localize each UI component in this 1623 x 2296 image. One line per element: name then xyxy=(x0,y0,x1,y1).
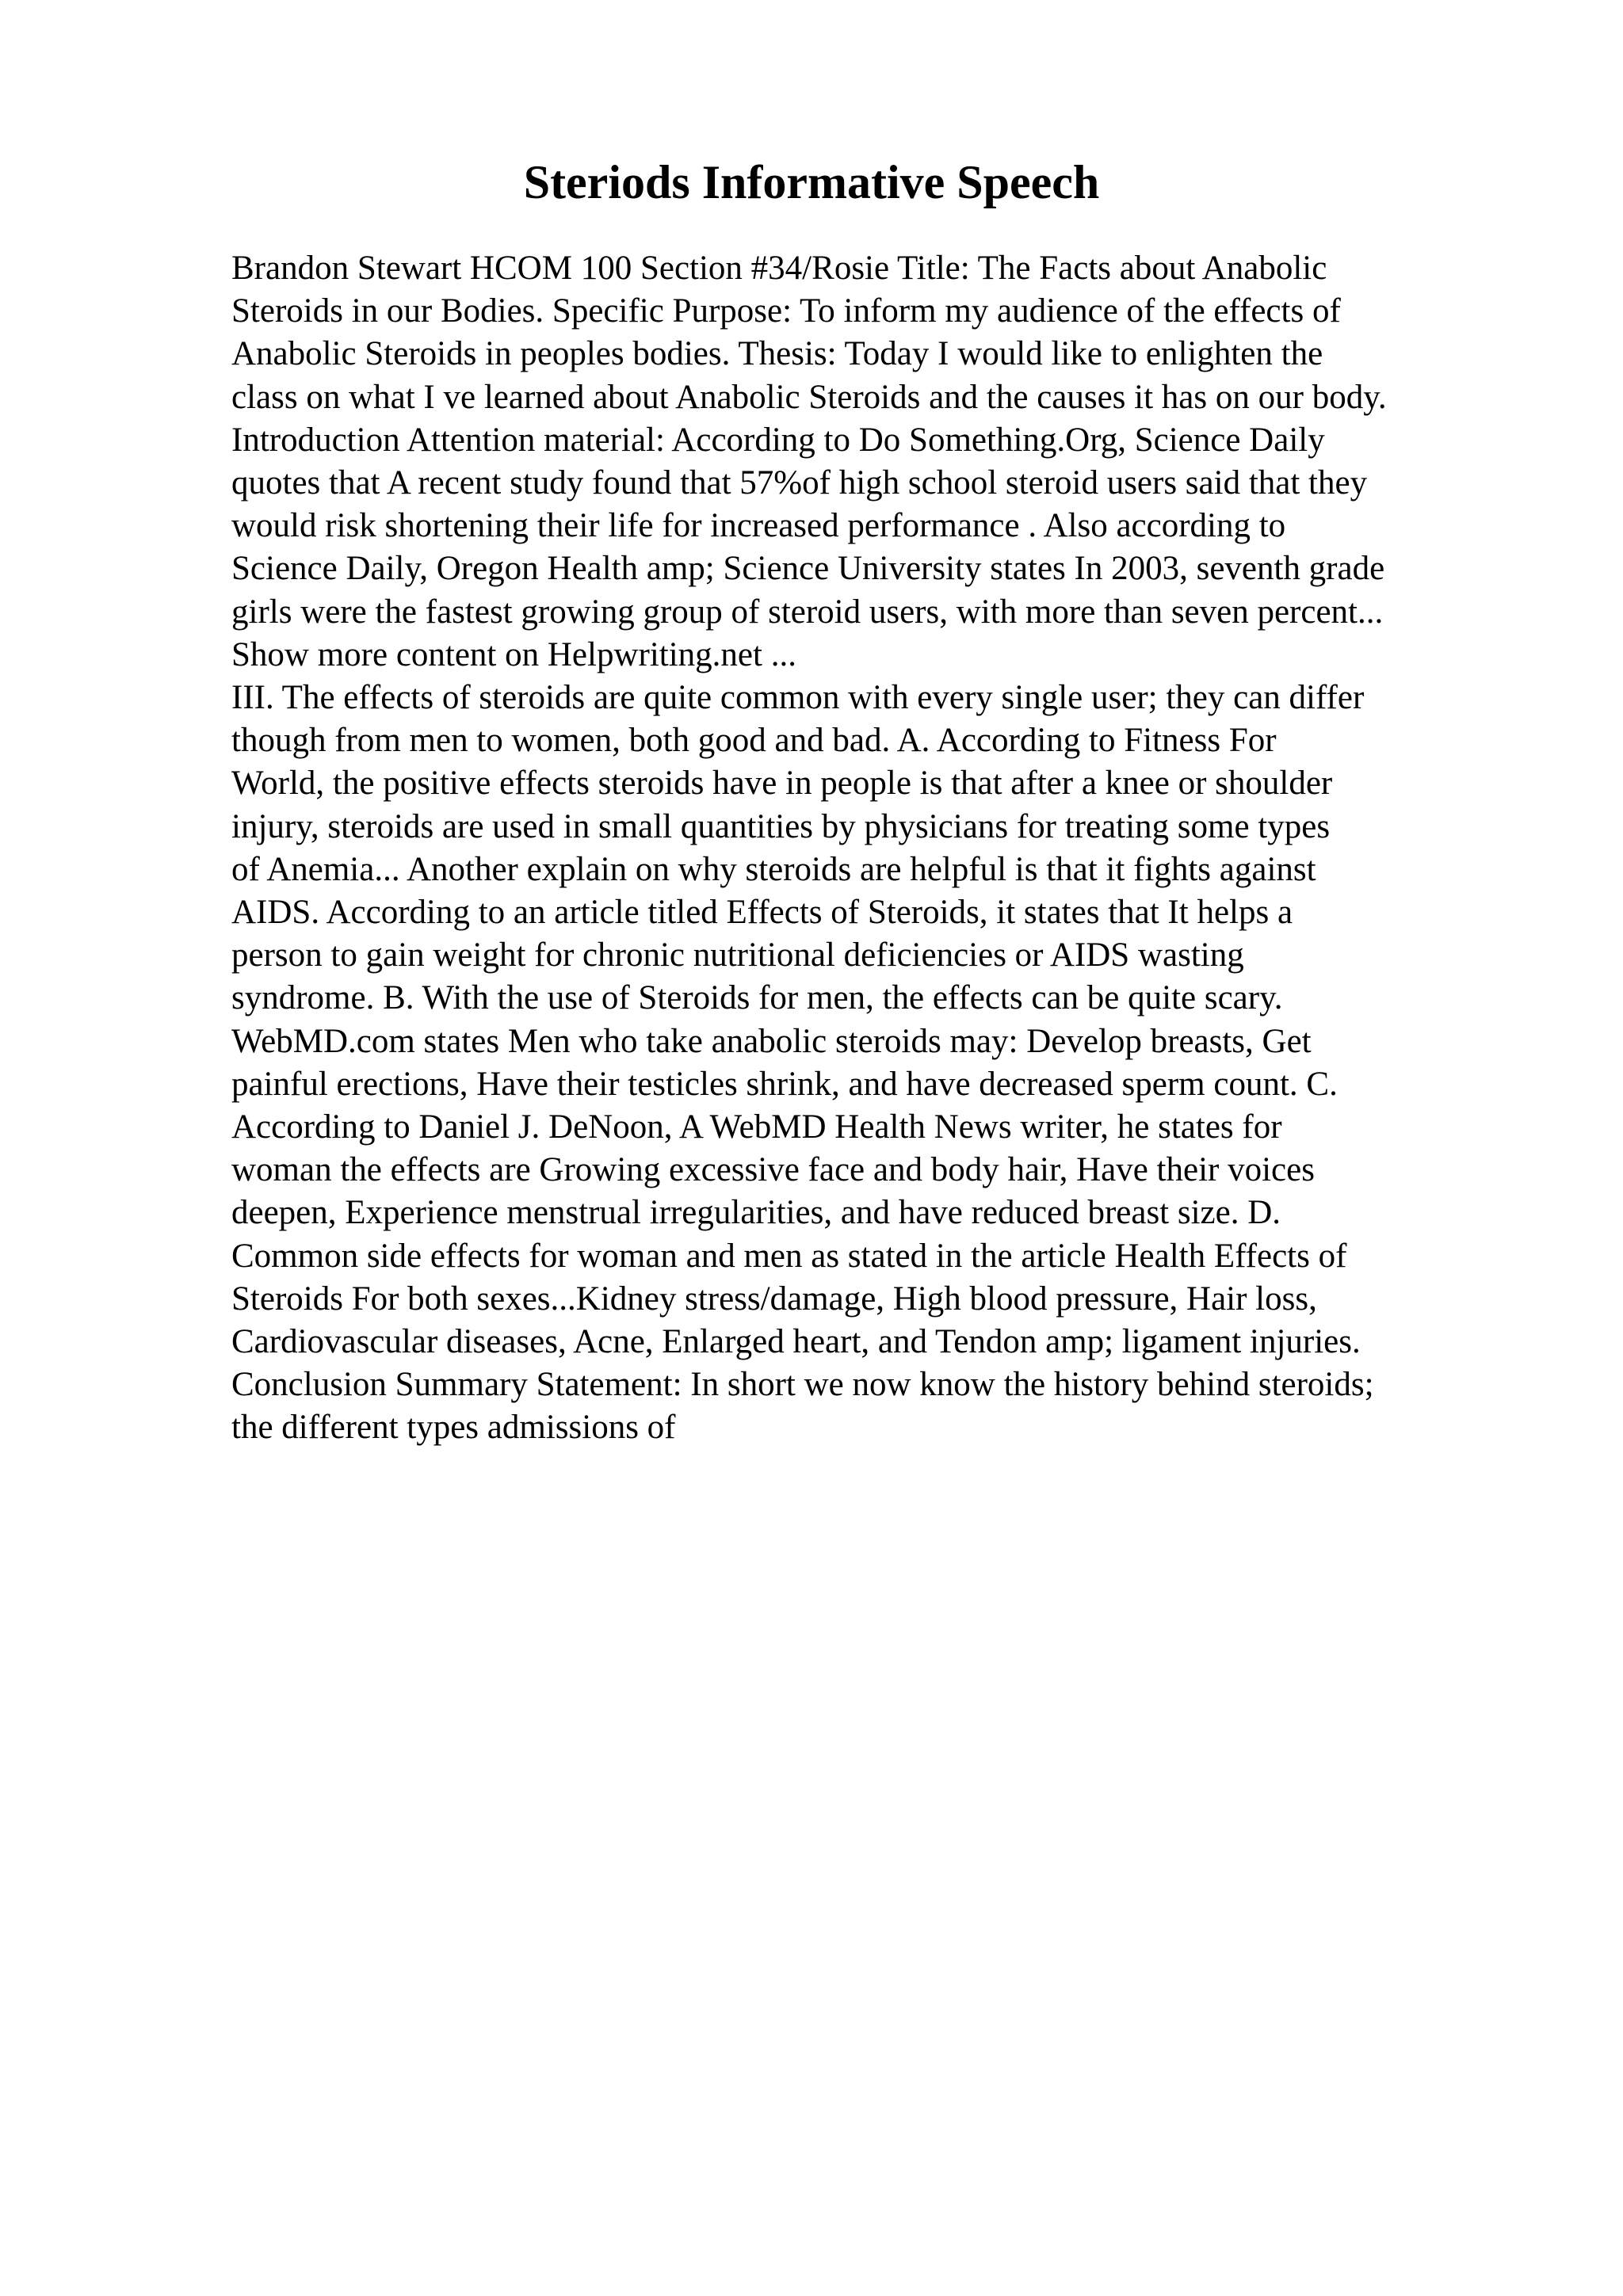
body-line: Conclusion Summary Statement: In short we now know the history behind steroids; xyxy=(231,1366,1374,1404)
body-line: III. The effects of steroids are quite common with every single user; they can differ xyxy=(231,679,1365,717)
body-line: person to gain weight for chronic nutritional deficiencies or AIDS wasting xyxy=(231,936,1244,974)
body-line: According to Daniel J. DeNoon, A WebMD Health News writer, he states for xyxy=(231,1108,1282,1146)
body-line: painful erections, Have their testicles shrink, and have decreased sperm count. C. xyxy=(231,1065,1338,1103)
body-line: Introduction Attention material: According to Do Something.Org, Science Daily xyxy=(231,421,1325,459)
body-line: Science Daily, Oregon Health amp; Science University states In 2003, seventh grade xyxy=(231,550,1385,588)
body-line: AIDS. According to an article titled Effects of Steroids, it states that It helps a xyxy=(231,894,1293,932)
body-line: quotes that A recent study found that 57%of high school steroid users said that they xyxy=(231,464,1368,502)
body-line: the different types admissions of xyxy=(231,1409,676,1447)
body-line: of Anemia... Another explain on why steroids are helpful is that it fights against xyxy=(231,850,1316,888)
body-line: World, the positive effects steroids have in people is that after a knee or shoulder xyxy=(231,765,1333,803)
body-line: deepen, Experience menstrual irregularities, and have reduced breast size. D. xyxy=(231,1194,1281,1232)
body-line: class on what I ve learned about Anabolic Steroids and the causes it has on our body. xyxy=(231,378,1387,416)
body-line: Steroids in our Bodies. Specific Purpose: To inform my audience of the effects of xyxy=(231,292,1341,330)
body-line: Common side effects for woman and men as stated in the article Health Effects of xyxy=(231,1237,1347,1275)
page-title: Steriods Informative Speech xyxy=(523,156,1100,208)
body-line: injury, steroids are used in small quantities by physicians for treating some types xyxy=(231,807,1331,845)
show-more-link[interactable]: Show more content on Helpwriting.net ... xyxy=(231,635,796,673)
body-line: Brandon Stewart HCOM 100 Section #34/Rosie Title: The Facts about Anabolic xyxy=(231,250,1327,287)
body-line: Steroids For both sexes...Kidney stress/damage, High blood pressure, Hair loss, xyxy=(231,1280,1317,1318)
body-line: woman the effects are Growing excessive face and body hair, Have their voices xyxy=(231,1151,1315,1189)
document-body xyxy=(231,247,1579,1450)
body-line: Cardiovascular diseases, Acne, Enlarged heart, and Tendon amp; ligament injuries. xyxy=(231,1323,1361,1361)
body-line: syndrome. B. With the use of Steroids for men, the effects can be quite scary. xyxy=(231,979,1283,1017)
body-line: WebMD.com states Men who take anabolic steroids may: Develop breasts, Get xyxy=(231,1022,1312,1060)
body-line: girls were the fastest growing group of steroid users, with more than seven percent... xyxy=(231,593,1384,631)
body-line: Anabolic Steroids in peoples bodies. Thesis: Today I would like to enlighten the xyxy=(231,335,1323,373)
body-line: though from men to women, both good and bad. A. According to Fitness For xyxy=(231,722,1277,760)
body-line: would risk shortening their life for increased performance . Also according to xyxy=(231,507,1286,545)
